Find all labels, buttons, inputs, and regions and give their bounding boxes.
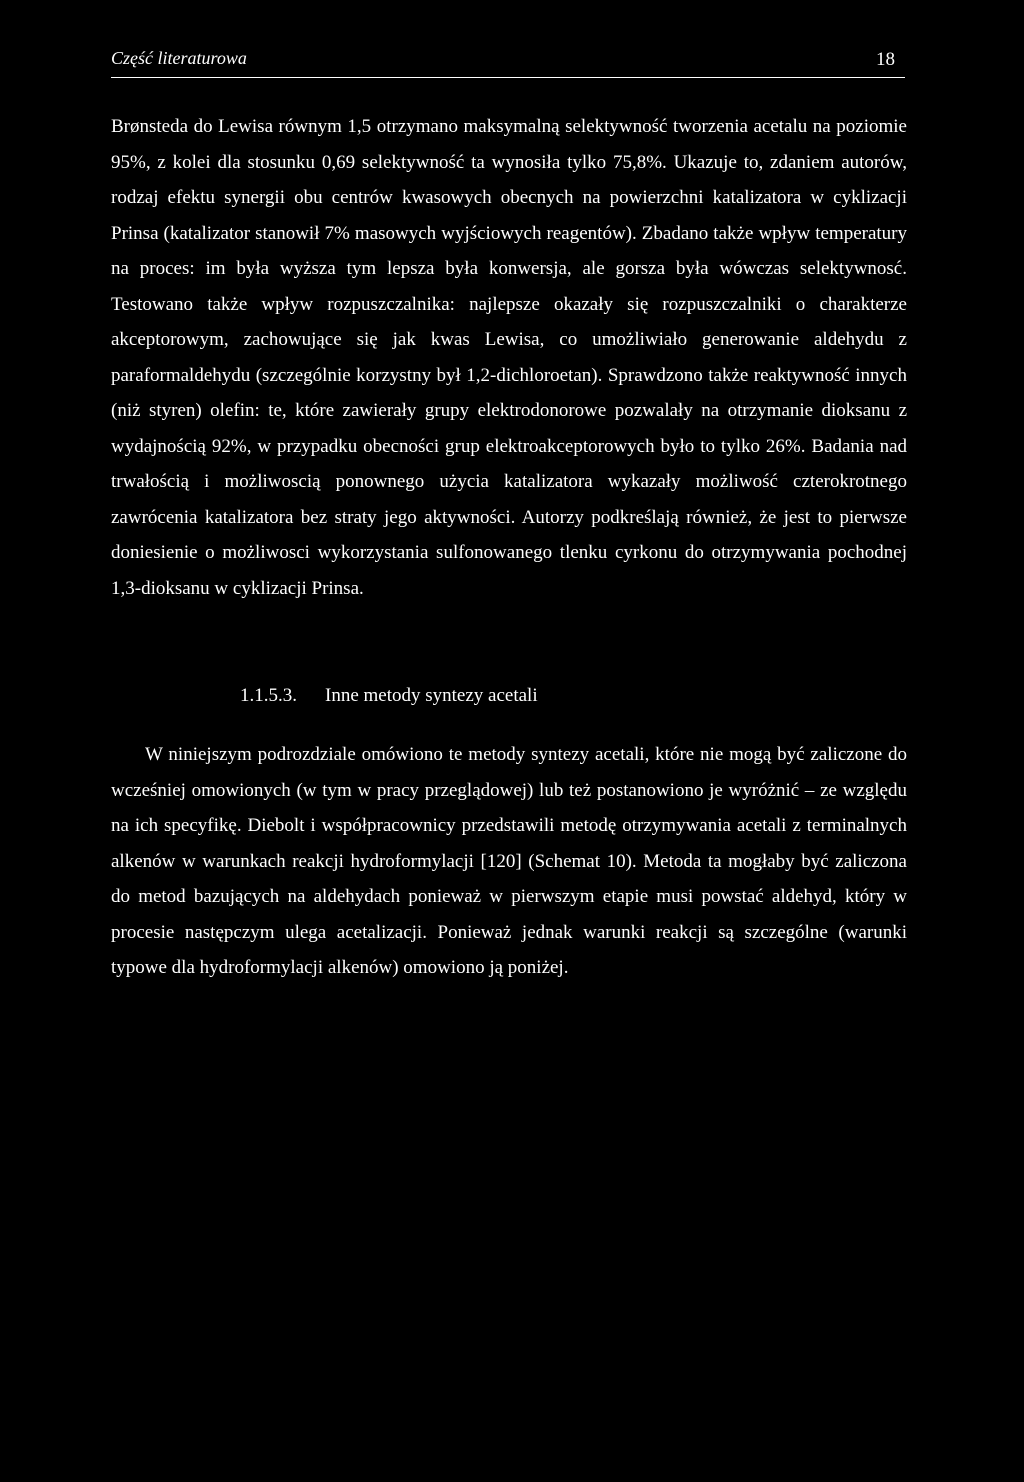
- running-title: Część literaturowa: [111, 48, 247, 68]
- section-number: 1.1.5.3.: [240, 685, 297, 706]
- page-number: 18: [876, 49, 895, 70]
- page-header: [111, 46, 905, 78]
- paragraph-2: W niniejszym podrozdziale omówiono te metody syntezy acetali, które nie mogą być zaliczone do wcześniej omowionych (w tym w pracy przeglądowej) lub też postanowiono je wyróżnić – ze względu na ich specyfikę. Diebolt i współpracownicy przedstawili metodę otrzymywania acetali z terminalnych alkenów w warunkach reakcji hydroformylacji [120] (Schemat 10). Metoda ta mogłaby być zaliczona do metod bazujących na aldehydach ponieważ w pierwszym etapie musi powstać aldehyd, który w procesie następczym ulega acetalizacji. Ponieważ jednak warunki reakcji są szczególne (warunki typowe dla hydroformylacji alkenów) omowiono ją poniżej.: [111, 744, 907, 978]
- header-divider: [111, 77, 905, 78]
- paragraph-1: Brønsteda do Lewisa równym 1,5 otrzymano maksymalną selektywność tworzenia acetalu na poziomie 95%, z kolei dla stosunku 0,69 selektywność ta wynosiła tylko 75,8%. Ukazuje to, zdaniem autorów, rodzaj efektu synergii obu centrów kwasowych obecnych na powierzchni katalizatora w cyklizacji Prinsa (katalizator stanowił 7% masowych wyjściowych reagentów). Zbadano także wpływ temperatury na proces: im była wyższa tym lepsza była konwersja, ale gorsza była wówczas selektywnosć. Testowano także wpływ rozpuszczalnika: najlepsze okazały się rozpuszczalniki o charakterze akceptorowym, zachowujące się jak kwas Lewisa, co umożliwiało generowanie aldehydu z paraformaldehydu (szczególnie korzystny był 1,2-dichloroetan). Sprawdzono także reaktywność innych (niż styren) olefin: te, które zawierały grupy elektrodonorowe pozwalały na otrzymanie dioksanu z wydajnością 92%, w przypadku obecności grup elektroakceptorowych było to tylko 26%. Badania nad trwałością i możliwoscią ponownego użycia katalizatora wykazały możliwość czterokrotnego zawrócenia katalizatora bez straty jego aktywności. Autorzy podkreślają również, że jest to pierwsze doniesienie o możliwosci wykorzystania sulfonowanego tlenku cyrkonu do otrzymywania pochodnej 1,3-dioksanu w cyklizacji Prinsa.: [111, 116, 907, 599]
- section-title: Inne metody syntezy acetali: [325, 685, 538, 706]
- section-heading: [240, 683, 538, 709]
